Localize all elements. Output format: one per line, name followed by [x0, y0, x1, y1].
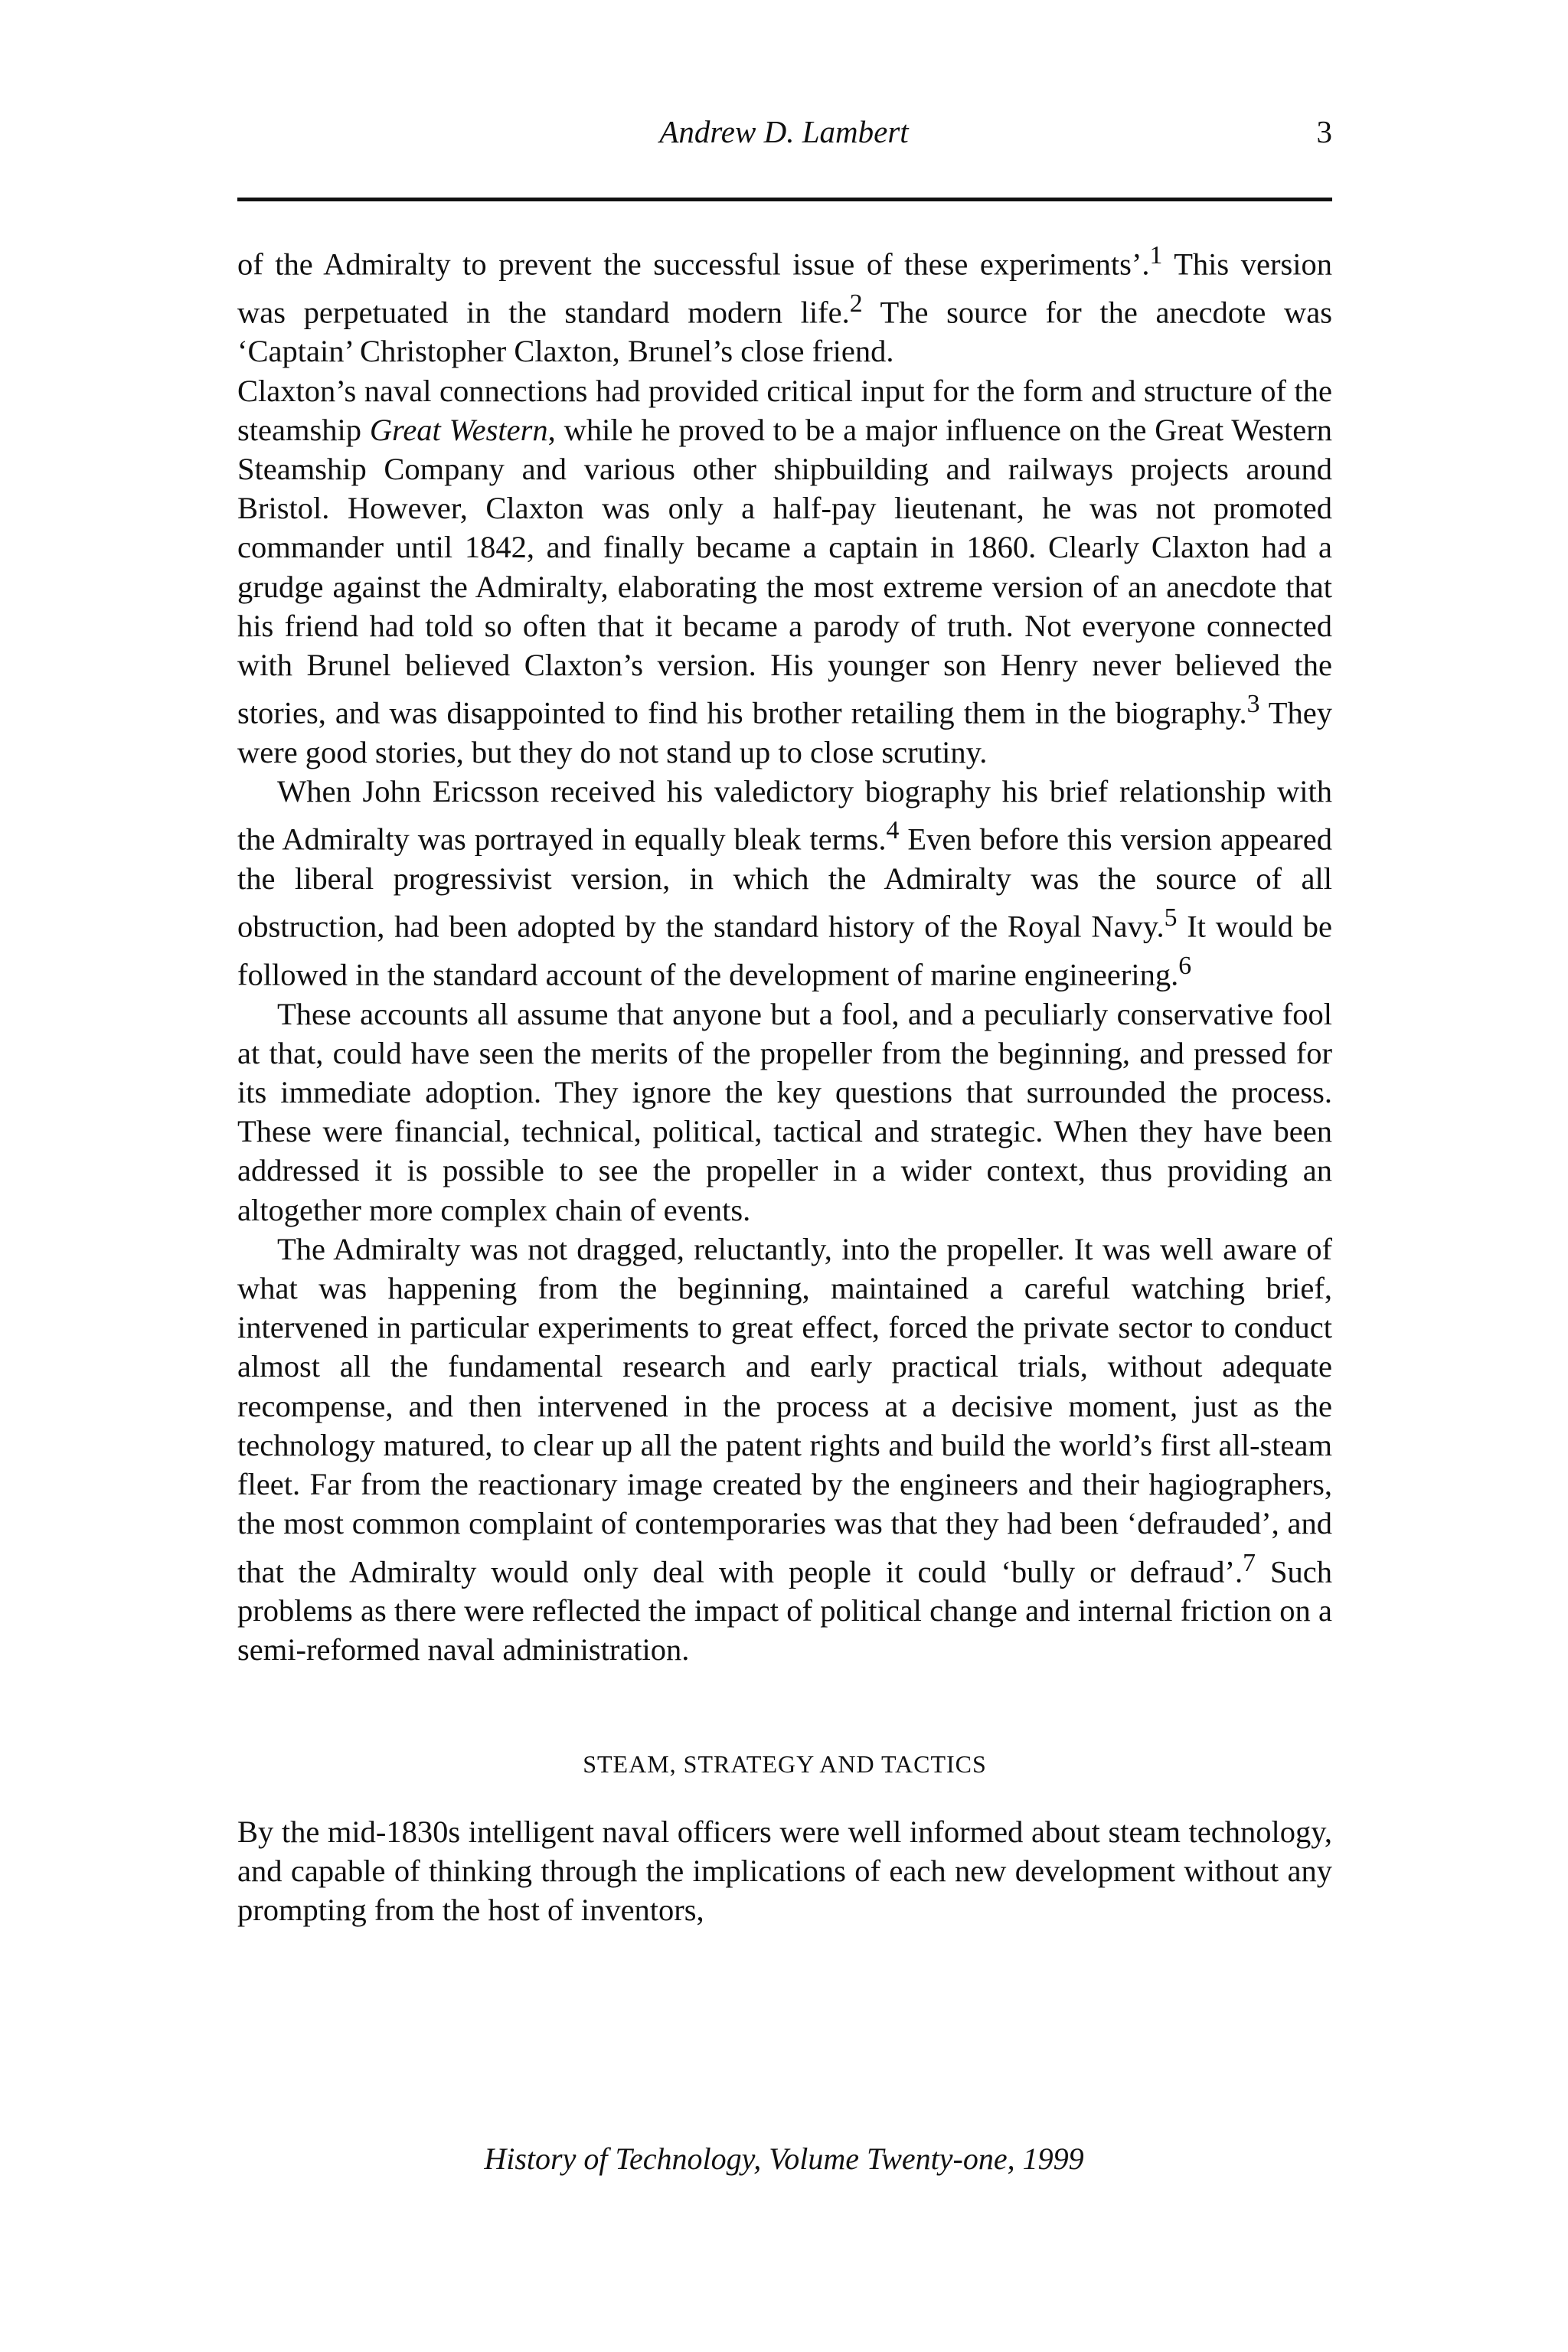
- body-text: [237, 236, 1332, 1930]
- paragraph-4: These accounts all assume that anyone but a fool, and a peculiarly conservative fool at that, could have seen the merits of the propeller from the beginning, and pressed for its immediate adoption. They ignore the key questions that surrounded the process. These were financial, technical, political, tactical and strategic. When they have been addressed it is possible to see the propeller in a wider context, thus providing an altogether more complex chain of events.: [237, 996, 1332, 1227]
- paragraph-3: [237, 772, 1332, 995]
- page-number: 3: [1316, 114, 1332, 149]
- footer-journal: History of Technology, Volume Twenty-one, 1999: [484, 2141, 1084, 2176]
- footnote-ref-4[interactable]: 4: [886, 816, 900, 845]
- footnote-ref-3[interactable]: 3: [1246, 690, 1260, 719]
- footnote-ref-6[interactable]: 6: [1178, 951, 1192, 980]
- paragraph-text: Such problems as there were reflected the impact of political change and internal friction on a semi-reformed naval administration.: [237, 1554, 1332, 1668]
- footnote-ref-2[interactable]: 2: [849, 289, 863, 318]
- paragraph-5: [237, 1230, 1332, 1670]
- footnote-ref-1[interactable]: 1: [1149, 241, 1163, 270]
- paragraph-text: , while he proved to be a major influence on the Great Western Steamship Company and various other shipbuilding and railways projects around Bristol. However, Claxton was only a half-pay lieutenant, he was not promoted commander until 1842, and finally became a captain in 1860. Clearly Claxton had a grudge against the Admiralty, elaborating the most extreme version of an anecdote that his friend had told so often that it became a parody of truth. Not everyone connected with Brunel believed Claxton’s version. His younger son Henry never believed the stories, and was disappointed to find his brother retailing them in the biography.: [237, 412, 1332, 730]
- paragraph-text: When John Ericsson received his valedictory biography his brief relationship with the Admiralty was portrayed in equally bleak terms.: [237, 774, 1332, 857]
- paragraph-text: Claxton’s naval connections had provided critical input for the form and structure of the steamship: [237, 373, 1332, 447]
- paragraph-6: By the mid-1830s intelligent naval officers were well informed about steam technology, and capable of thinking through the implications of each new development without any prompting from the host of inventors,: [237, 1815, 1332, 1928]
- ship-name-italic: Great Western: [369, 412, 548, 447]
- running-head-author: Andrew D. Lambert: [659, 114, 909, 149]
- paragraph-text: It would be followed in the standard account of the development of marine engineering.: [237, 909, 1333, 992]
- paragraph-text: Even before this version appeared the liberal progressivist version, in which the Admiralty was the source of all obstruction, had been adopted by the standard history of the Royal Navy.: [237, 822, 1332, 944]
- footnote-ref-5[interactable]: 5: [1164, 903, 1178, 933]
- paragraph-1: [237, 236, 1332, 371]
- paragraph-text: The Admiralty was not dragged, reluctantly, into the propeller. It was well aware of what was happening from the beginning, maintained a careful watching brief, intervened in particular experiments to great effect, forced the private sector to conduct almost all the fundamental research and early practical trials, without adequate recompense, and then intervened in the process at a decisive moment, just as the technology matured, to clear up all the patent rights and build the world’s first all-steam fleet. Far from the reactionary image created by the engineers and their hagiographers, the most common complaint of contemporaries was that they had been ‘defrauded’, and that the Admiralty would only deal with people it could ‘bully or defraud’.: [237, 1231, 1332, 1589]
- paragraph-text: They were good stories, but they do not stand up to close scrutiny.: [237, 695, 1332, 769]
- paragraph-text: of the Admiralty to prevent the successful issue of these experiments’.: [237, 247, 1150, 282]
- section-heading: STEAM, STRATEGY AND TACTICS: [583, 1749, 987, 1778]
- paragraph-2: [237, 371, 1332, 773]
- footnote-ref-7[interactable]: 7: [1243, 1548, 1256, 1577]
- paragraph-text: The source for the anecdote was ‘Captain’ Christopher Claxton, Brunel’s close friend.: [237, 295, 1332, 369]
- paragraph-text: This version was perpetuated in the standard modern life.: [237, 247, 1332, 330]
- header-rule: [237, 198, 1332, 201]
